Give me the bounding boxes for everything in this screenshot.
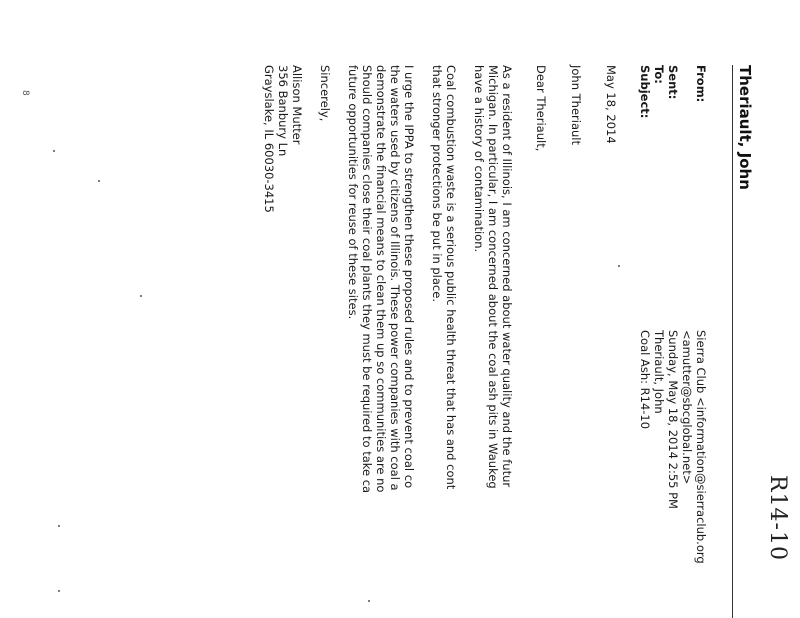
scan-speck bbox=[58, 525, 60, 527]
from-value: Sierra Club <information@sierraclub.org bbox=[694, 330, 708, 564]
scan-speck bbox=[53, 150, 55, 152]
letter-date: May 18, 2014 bbox=[604, 65, 618, 144]
letter-recipient: John Theriault bbox=[569, 65, 583, 146]
sent-value: Sunday, May 18, 2014 2:55 PM bbox=[666, 330, 680, 509]
from-value-email: <amutter@sbcglobal.net> bbox=[680, 330, 694, 485]
paragraph-3-line: the waters used by citizens of Illinois. These power companies with coal a bbox=[388, 65, 402, 491]
subject-label: Subject: bbox=[638, 65, 652, 119]
sender-name: Theriault, John bbox=[736, 65, 754, 190]
paragraph-1-line: Michigan. In particular, I am concerned about the coal ash pits in Waukeg bbox=[486, 65, 500, 489]
paragraph-1-line: have a history of contamination. bbox=[472, 65, 486, 253]
signature-name: Allison Mutter bbox=[290, 65, 304, 145]
paragraph-3-line: demonstrate the financial means to clean them up so communities are no bbox=[374, 65, 388, 493]
scan-speck bbox=[618, 265, 620, 267]
letter-closing: Sincerely, bbox=[318, 65, 332, 122]
paragraph-3-line: I urge the IPPA to strengthen these proposed rules and to prevent coal co bbox=[402, 65, 416, 489]
signature-city: Grayslake, IL 60030-3415 bbox=[262, 65, 276, 213]
document-number: R14-10 bbox=[765, 475, 790, 561]
scan-speck bbox=[58, 590, 60, 592]
from-label: From: bbox=[694, 65, 708, 103]
scan-speck bbox=[368, 600, 370, 602]
to-value: Theriault, John bbox=[652, 330, 666, 414]
scan-speck bbox=[98, 180, 100, 182]
sent-label: Sent: bbox=[666, 65, 680, 100]
page-number: 8 bbox=[20, 90, 30, 96]
signature-block bbox=[262, 65, 304, 213]
scan-speck bbox=[140, 295, 142, 297]
signature-street: 356 Banbury Ln bbox=[276, 65, 290, 157]
letter-salutation: Dear Theriault, bbox=[534, 65, 548, 152]
paragraph-1 bbox=[472, 65, 514, 489]
paragraph-3-line: Should companies close their coal plants they must be required to take ca bbox=[360, 65, 374, 494]
paragraph-3-line: future opportunities for reuse of these sites. bbox=[346, 65, 360, 320]
subject-value: Coal Ash: R14-10 bbox=[638, 330, 652, 430]
paragraph-2-line: Coal combustion waste is a serious public health threat that has and cont bbox=[444, 65, 458, 490]
paragraph-2-line: that stronger protections be put in place. bbox=[430, 65, 444, 302]
header-divider bbox=[732, 65, 733, 618]
to-label: To: bbox=[652, 65, 666, 84]
paragraph-3 bbox=[346, 65, 416, 493]
paragraph-1-line: As a resident of Illinois, I am concerned about water quality and the futur bbox=[500, 65, 514, 488]
paragraph-2 bbox=[430, 65, 458, 489]
